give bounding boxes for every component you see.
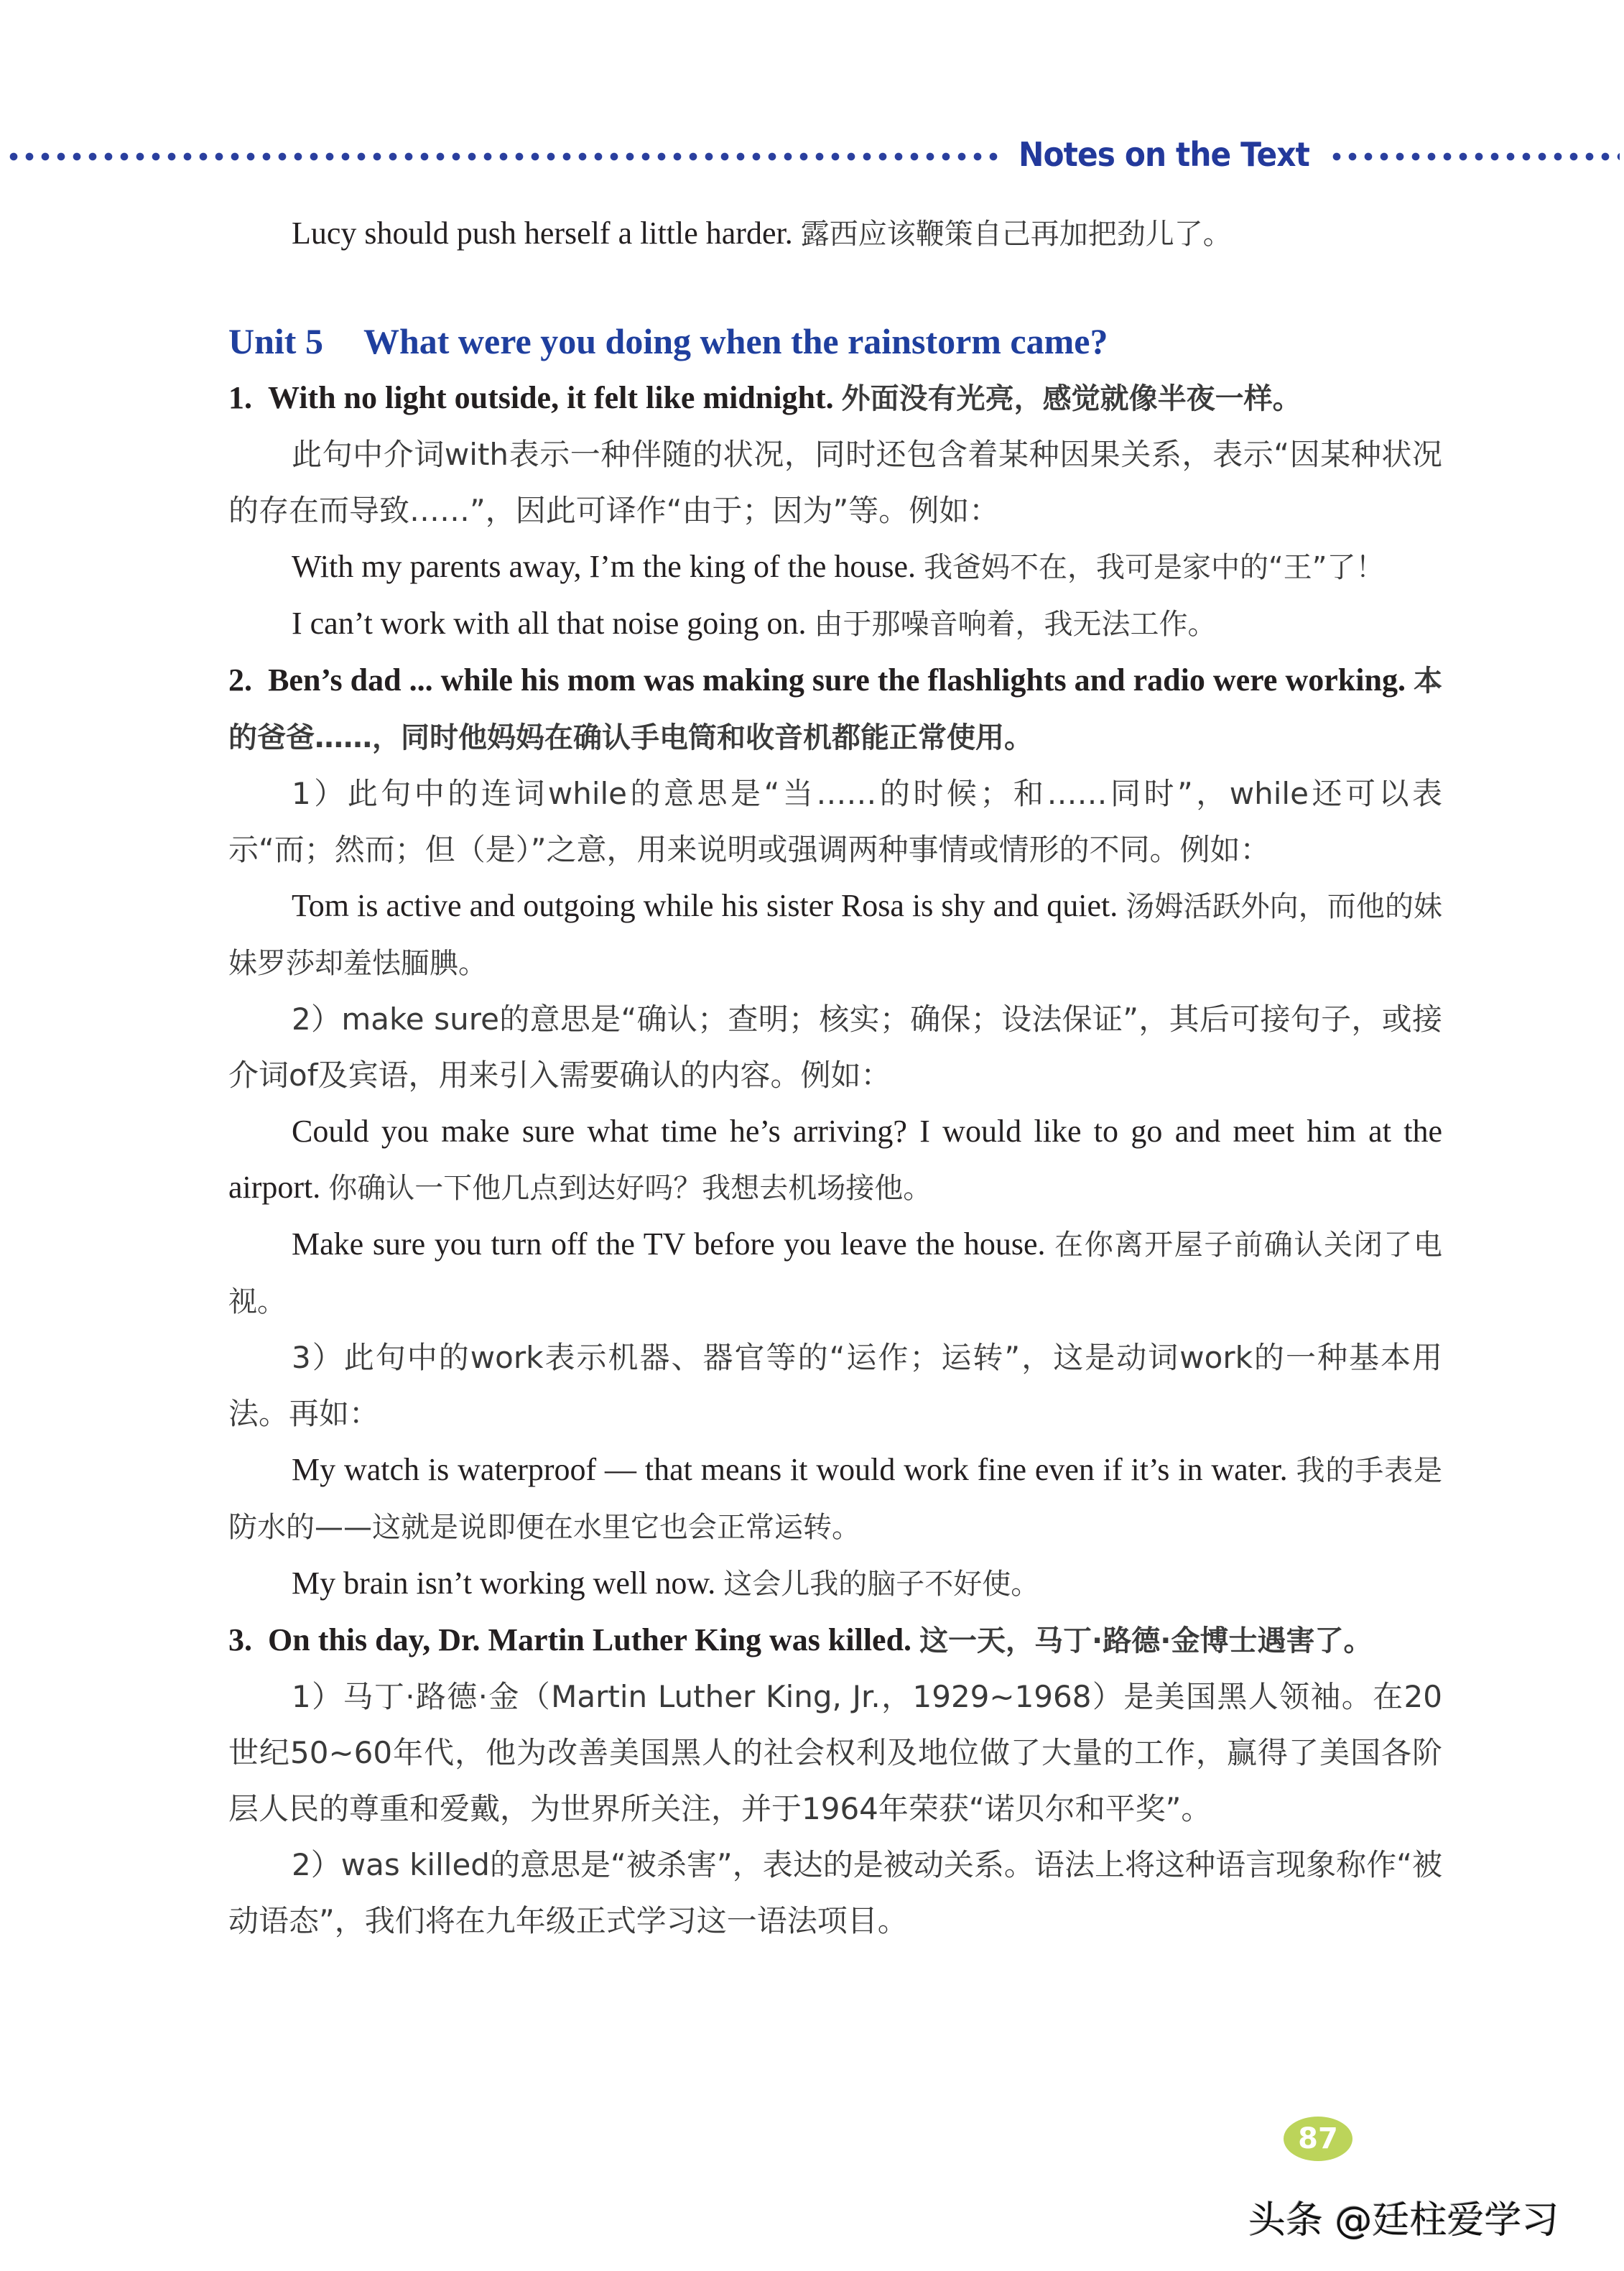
example-english: With my parents away, I’m the king of the house. — [292, 549, 917, 584]
dotted-rule-right — [1329, 152, 1620, 161]
example-chinese: 我爸妈不在，我可是家中的“王”了！ — [924, 551, 1385, 584]
page-body — [228, 205, 1442, 1949]
example — [228, 1442, 1442, 1555]
note-english: On this day, Dr. Martin Luther King was killed. — [268, 1622, 912, 1657]
example-english: Make sure you turn off the TV before you leave the house. — [292, 1226, 1046, 1262]
unit-number: Unit 5 — [228, 321, 323, 361]
source-watermark: 头条 @廷柱爱学习 — [1248, 2199, 1559, 2242]
section-title: Notes on the Text — [1019, 135, 1309, 174]
subpoint-text: 2）was killed的意思是“被杀害”，表达的是被动关系。语法上将这种语言现象称作“被动语态”，我们将在九年级正式学习这一语法项目。 — [228, 1847, 1442, 1938]
example-chinese: 由于那噪音响着，我无法工作。 — [814, 608, 1217, 641]
page-header — [0, 135, 1624, 178]
example — [228, 1555, 1442, 1612]
example-chinese: 这会儿我的脑子不好使。 — [723, 1568, 1040, 1601]
example-english: I can’t work with all that noise going on. — [292, 606, 807, 641]
note-chinese: 这一天，马丁·路德·金博士遇害了。 — [919, 1624, 1373, 1657]
note-heading — [228, 370, 1442, 427]
note-english: With no light outside, it felt like midnight. — [268, 380, 834, 415]
subpoint-text: 2）make sure的意思是“确认；查明；核实；确保；设法保证”，其后可接句子，或接介词of及宾语，用来引入需要确认的内容。例如： — [228, 1002, 1442, 1093]
intro-example — [228, 205, 1442, 262]
note-explanation: 此句中介词with表示一种伴随的状况，同时还包含着某种因果关系，表示“因某种状况的存在而导致……”，因此可译作“由于；因为”等。例如： — [228, 437, 1442, 528]
example — [228, 1104, 1442, 1216]
example — [228, 878, 1442, 991]
example — [228, 1216, 1442, 1330]
note-english: Ben’s dad ... while his mom was making sure the flashlights and radio were working. — [268, 662, 1406, 698]
example-english: My watch is waterproof — that means it would work fine even if it’s in water. — [292, 1452, 1288, 1487]
page-number-badge: 87 — [1284, 2117, 1352, 2161]
example-chinese: 你确认一下他几点到达好吗？我想去机场接他。 — [328, 1172, 932, 1205]
note-chinese: 本的爸爸……，同时他妈妈在确认手电筒和收音机都能正常使用。 — [228, 665, 1443, 754]
subpoint-text: 3）此句中的work表示机器、器官等的“运作；运转”，这是动词work的一种基本用法。再如： — [228, 1340, 1442, 1431]
example — [228, 596, 1442, 652]
note-heading — [228, 1612, 1442, 1669]
example-english: Could you make sure what time he’s arriving? I would like to go and meet him at the airport. — [228, 1114, 1442, 1205]
example — [228, 539, 1442, 596]
unit-heading — [228, 313, 1442, 370]
note-number: 1. — [228, 380, 252, 415]
example-chinese: 露西应该鞭策自己再加把劲儿了。 — [800, 218, 1232, 251]
unit-title: What were you doing when the rainstorm came? — [363, 321, 1108, 361]
example-chinese: 汤姆活跃外向，而他的妹妹罗莎却羞怯腼腆。 — [228, 890, 1443, 980]
example-english: Lucy should push herself a little harder. — [292, 216, 793, 251]
note-number: 2. — [228, 662, 252, 698]
subpoint-text: 1）此句中的连词while的意思是“当……的时候；和……同时”，while还可以表示“而；然而；但（是）”之意，用来说明或强调两种事情或情形的不同。例如： — [228, 776, 1442, 867]
note-heading — [228, 652, 1442, 766]
example-chinese: 在你离开屋子前确认关闭了电视。 — [228, 1229, 1442, 1318]
example-chinese: 我的手表是防水的——这就是说即便在水里它也会正常运转。 — [228, 1454, 1443, 1544]
note-chinese: 外面没有光亮，感觉就像半夜一样。 — [841, 382, 1301, 415]
note-number: 3. — [228, 1622, 252, 1657]
example-english: My brain isn’t working well now. — [292, 1565, 716, 1601]
example-english: Tom is active and outgoing while his sister Rosa is shy and quiet. — [292, 888, 1118, 923]
dotted-rule-left — [6, 152, 998, 161]
subpoint-text: 1）马丁·路德·金（Martin Luther King, Jr.，1929~1968）是美国黑人领袖。在20世纪50~60年代，他为改善美国黑人的社会权利及地位做了大量的工作，赢得了美国各阶层人民的尊重和爱戴，为世界所关注，并于1964年荣获“诺贝尔和平奖”。 — [228, 1679, 1442, 1826]
